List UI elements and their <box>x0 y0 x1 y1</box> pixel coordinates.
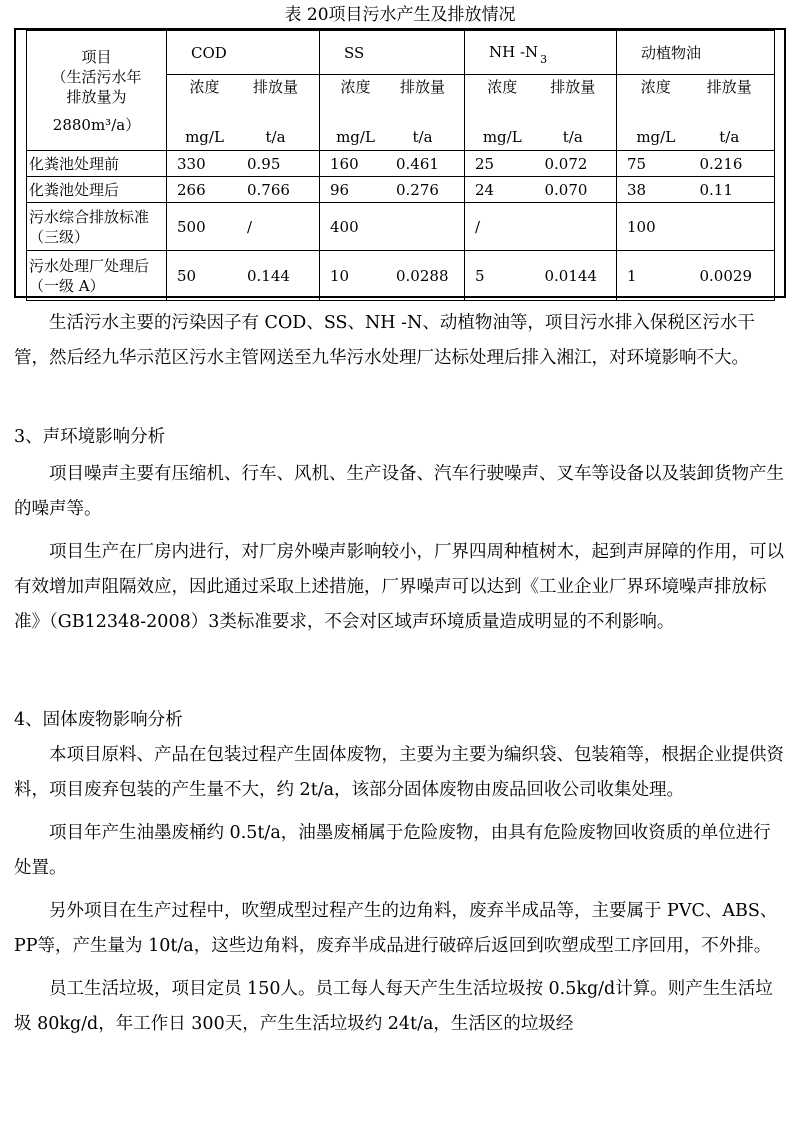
paragraph: 本项目原料、产品在包装过程产生固体废物，主要为主要为编织袋、包装箱等，根据企业提供资料，项目废弃包装的产生量不大，约 2t/a，该部分固体废物由废品回收公司收集处理。 <box>14 745 784 800</box>
table-cell <box>617 251 775 301</box>
row-label: 污水综合排放标准（三级） <box>27 203 167 251</box>
emit-unit: t/a <box>562 128 583 146</box>
subscript: 3 <box>540 52 548 66</box>
row-label: 污水处理厂处理后（一级 A） <box>27 251 167 301</box>
cell-value <box>700 217 773 237</box>
cell-value: 160 <box>330 154 359 173</box>
group-header-nh3n <box>465 31 617 75</box>
body-section-1 <box>14 306 786 376</box>
table-cell <box>465 177 617 203</box>
item-header-line: （生活污水年 <box>51 67 142 86</box>
paragraph: 项目生产在厂房内进行，对厂房外噪声影响较小，厂界四周种植树木，起到声屏障的作用，可以有效增加声阻隔效应，因此通过采取上述措施，厂界噪声可以达到《工业企业厂界环境噪声排放标准》（GB12348-2008）3类标准要求，不会对区域声环境质量造成明显的不利影响。 <box>14 542 784 632</box>
cell-value: 38 <box>627 180 647 199</box>
cell-value <box>545 217 615 237</box>
conc-text: 浓度 <box>340 78 371 96</box>
cell-value: 0.95 <box>247 154 281 173</box>
cell-value: 10 <box>330 266 350 285</box>
paragraph: 员工生活垃圾，项目定员 150人。员工每人每天产生生活垃圾按 0.5kg/d计算。则产生生活垃圾 80kg/d，年工作日 300天，产生生活垃圾约 24t/a，生活区的垃圾经 <box>14 979 773 1034</box>
subheader-cell <box>465 75 617 151</box>
cell-value: 400 <box>330 217 359 236</box>
table-cell <box>617 151 775 177</box>
cell-value: 0.144 <box>247 266 290 285</box>
conc-unit: mg/L <box>636 128 676 146</box>
table-cell <box>320 251 465 301</box>
cell-value: 5 <box>475 266 485 285</box>
paragraph: 另外项目在生产过程中，吹塑成型过程产生的边角料，废弃半成品等，主要属于 PVC、ABS、PP等，产生量为 10t/a，这些边角料，废弃半成品进行破碎后返回到吹塑成型工序回用，不外排。 <box>14 901 778 956</box>
conc-label <box>467 75 538 150</box>
item-header-line: 排放量为 <box>66 87 127 106</box>
item-header-cell <box>27 31 167 151</box>
wastewater-table <box>26 30 775 301</box>
table-cell <box>465 151 617 177</box>
table-header-row <box>27 31 775 75</box>
cell-value: 0.276 <box>396 180 439 199</box>
subheader-cell <box>167 75 320 151</box>
group-header-cod: COD <box>167 31 320 75</box>
cell-value: 0.11 <box>699 180 733 199</box>
conc-label <box>619 75 693 150</box>
group-label: NH -N <box>489 42 539 61</box>
cell-value: 500 <box>177 217 206 236</box>
emit-text: 排放量 <box>706 78 752 96</box>
conc-text: 浓度 <box>487 78 518 96</box>
paragraph: 项目噪声主要有压缩机、行车、风机、生产设备、汽车行驶噪声、叉车等设备以及装卸货物产生的噪声等。 <box>14 464 784 519</box>
row-label: 化粪池处理前 <box>27 151 167 177</box>
emit-unit: t/a <box>412 128 433 146</box>
table-cell <box>617 203 775 251</box>
conc-text: 浓度 <box>189 78 220 96</box>
emit-label <box>538 75 609 150</box>
table-cell <box>167 151 320 177</box>
cell-value: / <box>247 217 253 236</box>
table-cell <box>320 177 465 203</box>
cell-value: 0.072 <box>544 154 588 173</box>
group-header-ss: SS <box>320 31 465 75</box>
table-cell <box>320 151 465 177</box>
table-cell <box>617 177 775 203</box>
conc-label <box>322 75 389 150</box>
cell-value: 0.216 <box>699 154 743 173</box>
cell-value: 0.461 <box>396 154 439 173</box>
table-row <box>27 177 775 203</box>
cell-value: 0.0288 <box>396 266 449 285</box>
body-section-2 <box>14 420 786 640</box>
cell-value: 0.070 <box>544 180 588 199</box>
cell-value: 100 <box>627 217 656 236</box>
table-cell <box>167 177 320 203</box>
cell-value <box>396 217 462 237</box>
subheader-cell <box>617 75 775 151</box>
paragraph <box>14 306 786 376</box>
section-heading: 3、声环境影响分析 <box>14 427 166 447</box>
cell-value: 96 <box>330 180 350 199</box>
conc-label <box>169 75 240 150</box>
emit-label <box>240 75 311 150</box>
table-cell <box>167 203 320 251</box>
subheader-cell <box>320 75 465 151</box>
emit-text: 排放量 <box>550 78 596 96</box>
table-cell <box>465 251 617 301</box>
cell-value: 24 <box>475 180 495 199</box>
section-heading: 4、固体废物影响分析 <box>14 710 183 730</box>
conc-unit: mg/L <box>336 128 375 146</box>
table-row <box>27 151 775 177</box>
emit-text: 排放量 <box>252 78 298 96</box>
emit-label <box>389 75 456 150</box>
conc-unit: mg/L <box>482 128 522 146</box>
cell-value: 50 <box>177 266 197 285</box>
table-cell <box>167 251 320 301</box>
cell-value: 0.766 <box>247 180 290 199</box>
cell-value: 330 <box>177 154 206 173</box>
item-header-line: 项目 <box>81 47 112 66</box>
paragraph: 项目年产生油墨废桶约 0.5t/a，油墨废桶属于危险废物，由具有危险废物回收资质的单位进行处置。 <box>14 823 771 878</box>
table-row <box>27 251 775 301</box>
table-row <box>27 203 775 251</box>
cell-value: 0.0144 <box>544 266 597 285</box>
emit-text: 排放量 <box>399 78 445 96</box>
cell-value: 75 <box>627 154 647 173</box>
item-header-line: 2880m³/a） <box>52 115 141 134</box>
table-cell <box>465 203 617 251</box>
table-frame <box>14 28 786 298</box>
table-cell <box>320 203 465 251</box>
conc-unit: mg/L <box>185 128 224 146</box>
conc-text: 浓度 <box>640 78 671 96</box>
body-section-3 <box>14 703 786 1042</box>
cell-value: 0.0029 <box>699 266 752 285</box>
table-caption: 表 20项目污水产生及排放情况 <box>284 5 516 25</box>
cell-value: / <box>475 217 481 236</box>
cell-value: 1 <box>627 266 637 285</box>
emit-unit: t/a <box>265 128 286 146</box>
group-header-oil: 动植物油 <box>617 31 775 75</box>
cell-value: 266 <box>177 180 206 199</box>
emit-label <box>693 75 767 150</box>
emit-unit: t/a <box>719 128 740 146</box>
paragraph-text: 生活污水主要的污染因子有 COD、SS、NH -N、动植物油等，项目污水排入保税区污水干管，然后经九华示范区污水主管网送至九华污水处理厂达标处理后排入湘江，对环境影响不大。 <box>14 313 755 368</box>
cell-value: 25 <box>475 154 495 173</box>
row-label: 化粪池处理后 <box>27 177 167 203</box>
